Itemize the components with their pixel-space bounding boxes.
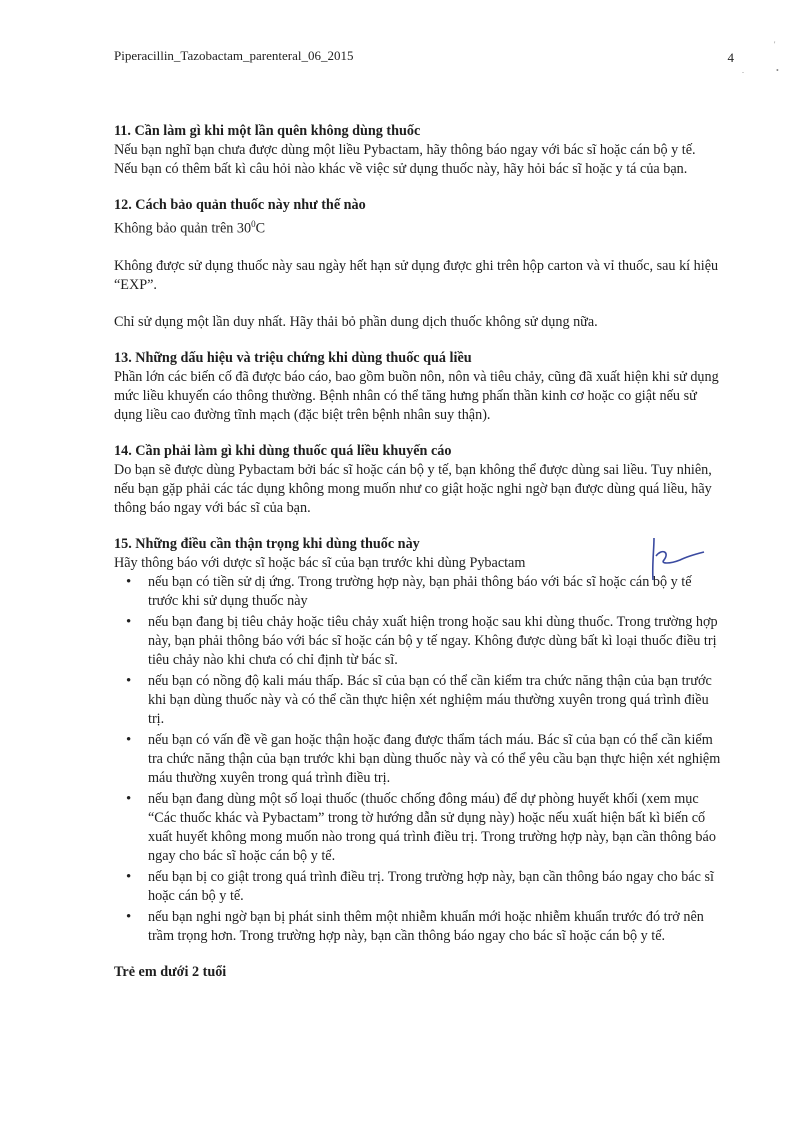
page-number: 4	[727, 50, 734, 65]
document-body	[114, 122, 724, 982]
list-item: • nếu bạn đang bị tiêu chảy hoặc tiêu chảy xuất hiện trong hoặc sau khi dùng thuốc. Trong trường hợp này, bạn phải thông báo với bác sĩ hoặc cán bộ y tế ngay. Không được dùng bất kì loại thuốc điều trị tiêu chảy nào khi chưa có chỉ định từ bác sĩ.	[148, 613, 724, 670]
storage-temperature: Không bảo quản trên $30^0C$	[114, 219, 266, 237]
document-filename: Piperacillin_Tazobactam_parenteral_06_2015	[114, 48, 354, 63]
paragraph: Không được sử dụng thuốc này sau ngày hết hạn sử dụng được ghi trên hộp carton và vỉ thuốc, sau kí hiệu “EXP”.	[114, 257, 719, 293]
list-item: • nếu bạn bị co giật trong quá trình điều trị. Trong trường hợp này, bạn cần thông báo ngay cho bác sĩ hoặc cán bộ y tế.	[148, 868, 724, 906]
paragraph: Do bạn sẽ được dùng Pybactam bởi bác sĩ hoặc cán bộ y tế, bạn không thể được dùng sai liều. Tuy nhiên, nếu bạn gặp phải các tác dụng không mong muốn như co giật hoặc nghi ngờ bạn được dùng quá liều, hãy thông báo ngay với bác sĩ của bạn.	[114, 461, 712, 516]
section-11	[114, 122, 724, 179]
section-title: Trẻ em dưới 2 tuổi	[114, 963, 227, 980]
scan-mark: '	[774, 40, 776, 49]
list-item: • nếu bạn có tiền sử dị ứng. Trong trường hợp này, bạn phải thông báo với bác sĩ hoặc cán bộ y tế trước khi sử dụng thuốc này	[148, 573, 724, 611]
precautions-list	[114, 573, 724, 946]
section-title: 15. Những điều cần thận trọng khi dùng thuốc này	[114, 535, 420, 552]
section-title: 14. Cần phải làm gì khi dùng thuốc quá liều khuyến cáo	[114, 442, 452, 459]
section-12	[114, 196, 724, 332]
section-15	[114, 535, 724, 946]
handwritten-signature	[640, 534, 710, 584]
paragraph: Nếu bạn có thêm bất kì câu hỏi nào khác về việc sử dụng thuốc này, hãy hỏi bác sĩ hoặc y tá của bạn.	[114, 161, 688, 177]
list-item: • nếu bạn đang dùng một số loại thuốc (thuốc chống đông máu) để dự phòng huyết khối (xem mục “Các thuốc khác và Pybactam” trong tờ hướng dẫn sử dụng này) hoặc nếu xuất hiện bất kì biến cố xuất huyết không mong muốn nào trong quá trình điều trị. Trong trường hợp này, bạn cần thông báo ngay cho bác sĩ hoặc cán bộ y tế.	[148, 790, 724, 866]
list-item: • nếu bạn nghi ngờ bạn bị phát sinh thêm một nhiễm khuẩn mới hoặc nhiễm khuẩn trước đó trở nên trầm trọng hơn. Trong trường hợp này, bạn cần thông báo ngay cho bác sĩ hoặc cán bộ y tế.	[148, 908, 724, 946]
scan-mark: .	[742, 66, 744, 75]
section-14	[114, 442, 724, 518]
scan-mark: •	[776, 66, 779, 75]
section-title: 12. Cách bảo quản thuốc này như thế nào	[114, 197, 366, 213]
list-item: • nếu bạn có vấn đề về gan hoặc thận hoặc đang được thẩm tách máu. Bác sĩ của bạn có thể cần kiểm tra chức năng thận của bạn trước khi bạn dùng thuốc này và có thể yêu cầu bạn thực hiện xét nghiệm máu thường xuyên trong quá trình điều trị.	[148, 731, 724, 788]
paragraph: Chỉ sử dụng một lần duy nhất. Hãy thải bỏ phần dung dịch thuốc không sử dụng nữa.	[114, 313, 598, 330]
paragraph: Phần lớn các biến cố đã được báo cáo, bao gồm buồn nôn, nôn và tiêu chảy, cũng đã xuất hiện khi sử dụng mức liều khuyến cáo thông thường. Bệnh nhân có thể tăng hưng phấn thần kinh cơ hoặc co giật nếu sử dụng liều cao đường tĩnh mạch (đặc biệt trên bệnh nhân suy thận).	[114, 368, 719, 423]
section-title: 13. Những dấu hiệu và triệu chứng khi dùng thuốc quá liều	[114, 349, 472, 366]
paragraph: Hãy thông báo với dược sĩ hoặc bác sĩ của bạn trước khi dùng Pybactam	[114, 554, 526, 571]
list-item: • nếu bạn có nồng độ kali máu thấp. Bác sĩ của bạn có thể cần kiểm tra chức năng thận của bạn trước khi bạn dùng thuốc này và có thể cần thực hiện xét nghiệm máu thường xuyên trong quá trình điều trị.	[148, 672, 724, 729]
paragraph: Nếu bạn nghĩ bạn chưa được dùng một liều Pybactam, hãy thông báo ngay với bác sĩ hoặc cán bộ y tế.	[114, 142, 696, 158]
section-13	[114, 349, 724, 425]
section-title: 11. Cần làm gì khi một lần quên không dùng thuốc	[114, 123, 421, 139]
